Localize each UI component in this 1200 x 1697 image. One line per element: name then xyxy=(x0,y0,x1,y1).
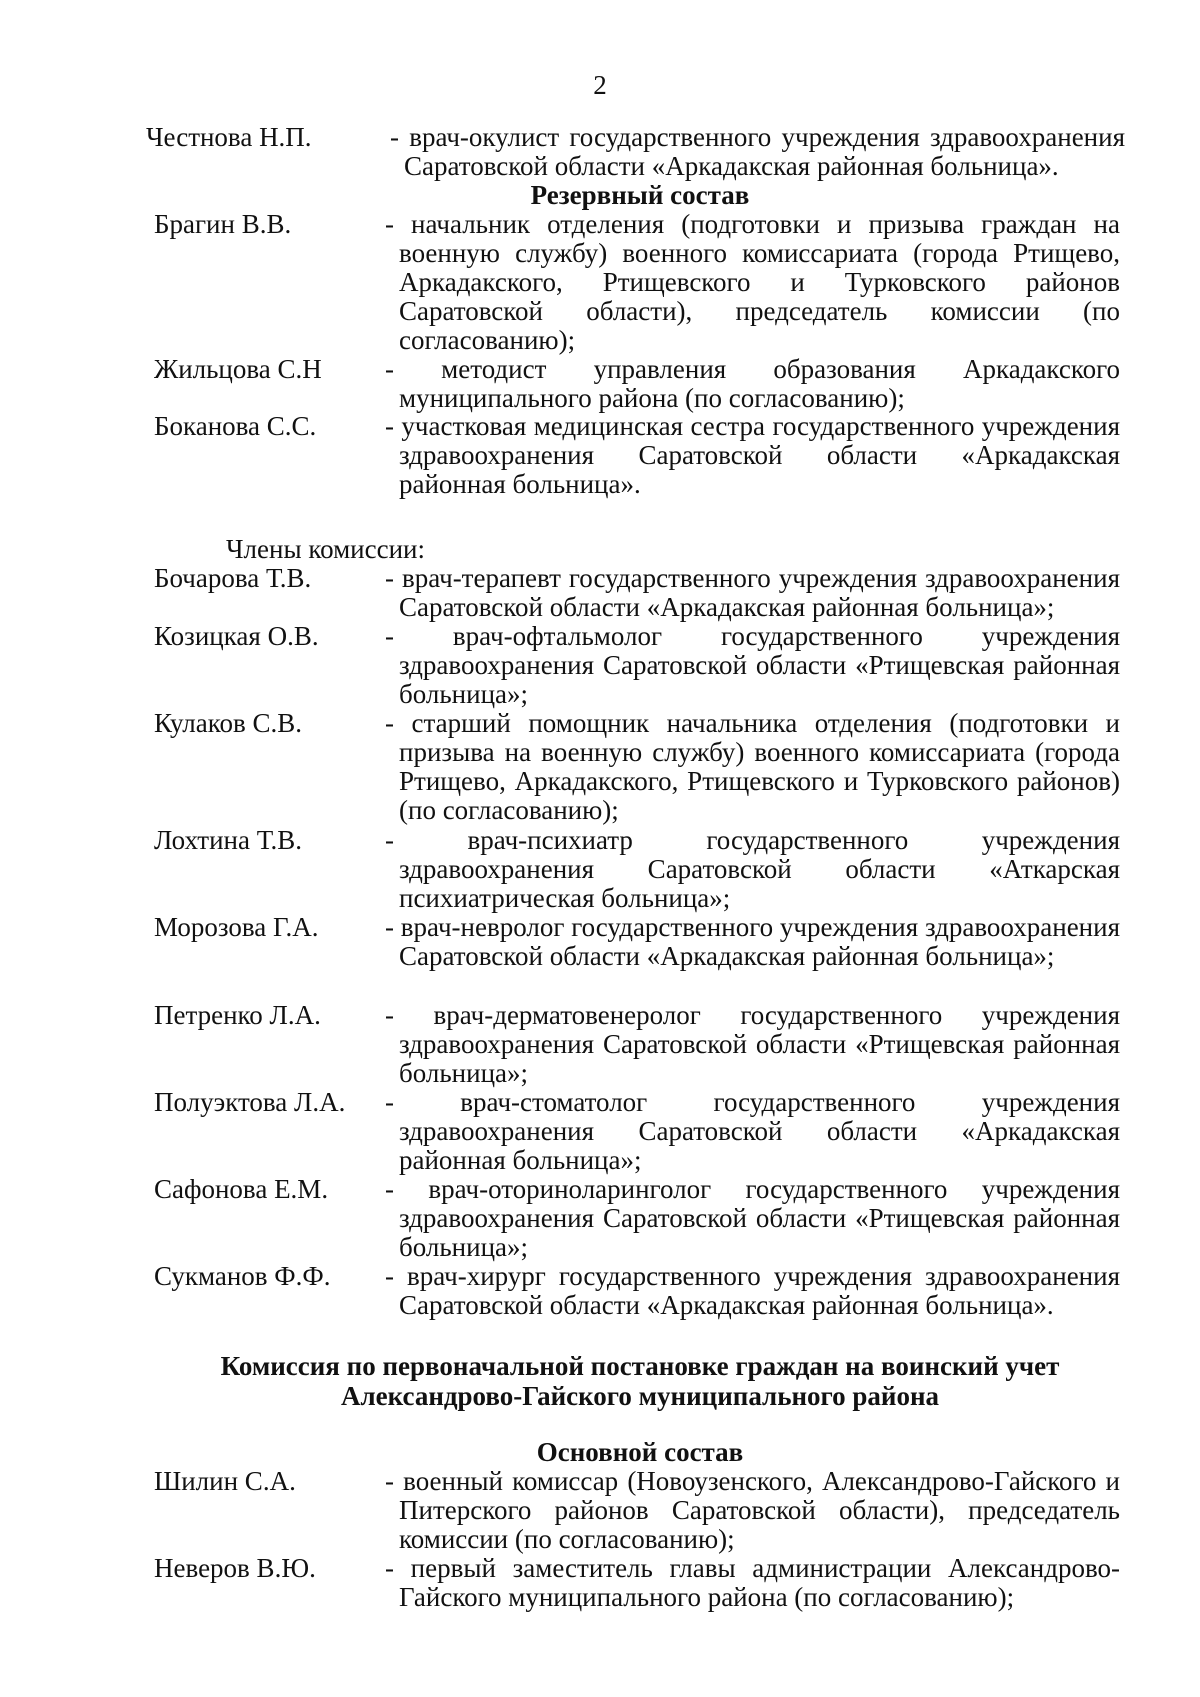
person-role: - методист управления образования Аркадакского муниципального района (по согласованию); xyxy=(385,354,1120,413)
person-name: Полуэктова Л.А. xyxy=(154,1087,346,1117)
person-name: Сафонова Е.М. xyxy=(154,1174,329,1204)
person-name: Сукманов Ф.Ф. xyxy=(154,1261,331,1291)
person-role: - врач-терапевт государственного учреждения здравоохранения Саратовской области «Аркадакская районная больница»; xyxy=(385,563,1120,622)
person-role: - врач-хирург государственного учреждения здравоохранения Саратовской области «Аркадакская районная больница». xyxy=(385,1261,1120,1320)
main-heading: Основной состав xyxy=(536,1437,744,1467)
person-role: - врач-офтальмолог государственного учреждения здравоохранения Саратовской области «Ртищевская районная больница»; xyxy=(385,621,1120,709)
person-name: Петренко Л.А. xyxy=(154,1000,321,1030)
members-heading: Члены комиссии: xyxy=(226,534,425,564)
commission-title-line-1: Комиссия по первоначальной постановке граждан на воинский учет xyxy=(220,1351,1060,1381)
person-name: Бочарова Т.В. xyxy=(154,563,312,593)
page-number: 2 xyxy=(593,70,607,100)
person-role: - старший помощник начальника отделения (подготовки и призыва на военную службу) военного комиссариата (города Ртищево, Аркадакского, Ртищевского и Турковского районов) (по согласованию); xyxy=(385,708,1120,825)
person-name: Морозова Г.А. xyxy=(154,912,319,942)
person-name: Кулаков С.В. xyxy=(154,708,303,738)
person-name: Честнова Н.П. xyxy=(146,122,312,152)
person-role: - врач-невролог государственного учреждения здравоохранения Саратовской области «Аркадакская районная больница»; xyxy=(385,912,1120,971)
reserve-heading: Резервный состав xyxy=(530,180,750,210)
person-role: - начальник отделения (подготовки и призыва граждан на военную службу) военного комиссариата (города Ртищево, Аркадакского, Ртищевского и Турковского районов Саратовской области), председатель комиссии (по согласованию); xyxy=(385,209,1120,355)
person-name: Козицкая О.В. xyxy=(154,621,319,651)
person-name: Жильцова С.Н xyxy=(154,354,322,384)
person-role: - врач-окулист государственного учреждения здравоохранения Саратовской области «Аркадакская районная больница». xyxy=(390,122,1125,181)
person-name: Лохтина Т.В. xyxy=(154,825,303,855)
person-role: - врач-дерматовенеролог государственного учреждения здравоохранения Саратовской области «Ртищевская районная больница»; xyxy=(385,1000,1120,1088)
person-name: Неверов В.Ю. xyxy=(154,1553,316,1583)
person-role: - врач-психиатр государственного учреждения здравоохранения Саратовской области «Аткарская психиатрическая больница»; xyxy=(385,825,1120,913)
commission-title-line-2: Александрово-Гайского муниципального района xyxy=(340,1381,940,1411)
person-name: Шилин С.А. xyxy=(154,1466,296,1496)
person-role: - врач-стоматолог государственного учреждения здравоохранения Саратовской области «Аркадакская районная больница»; xyxy=(385,1087,1120,1175)
person-role: - участковая медицинская сестра государственного учреждения здравоохранения Саратовской области «Аркадакская районная больница». xyxy=(385,411,1120,499)
person-role: - первый заместитель главы администрации Александрово-Гайского муниципального района (по согласованию); xyxy=(385,1553,1120,1612)
person-name: Брагин В.В. xyxy=(154,209,292,239)
person-role: - врач-оториноларинголог государственного учреждения здравоохранения Саратовской области «Ртищевская районная больница»; xyxy=(385,1174,1120,1262)
person-name: Боканова С.С. xyxy=(154,411,317,441)
person-role: - военный комиссар (Новоузенского, Александрово-Гайского и Питерского районов Саратовской области), председатель комиссии (по согласованию); xyxy=(385,1466,1120,1554)
